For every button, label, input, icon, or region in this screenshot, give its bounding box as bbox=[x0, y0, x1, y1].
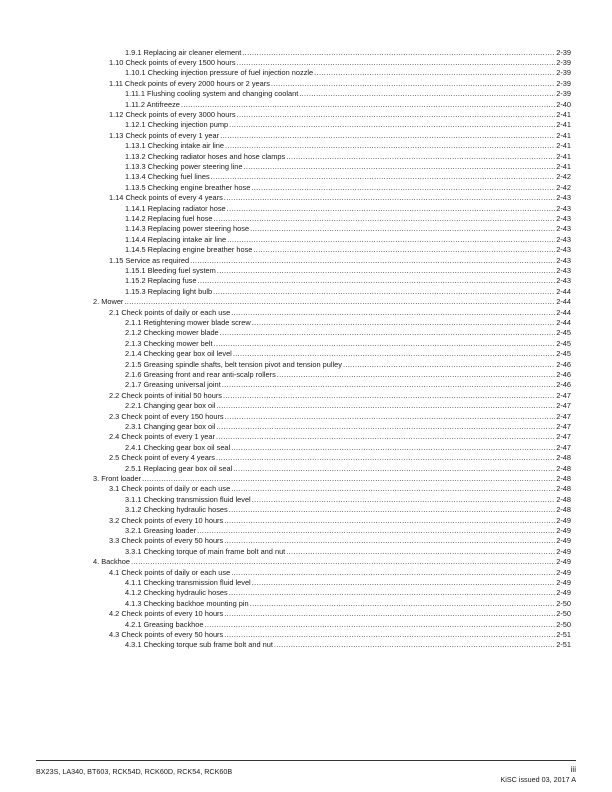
toc-leader-dots bbox=[251, 183, 555, 193]
toc-entry-title: 1.15.1 Bleeding fuel system bbox=[125, 265, 216, 275]
toc-entry-page: 2-43 bbox=[556, 265, 571, 275]
toc-leader-dots bbox=[213, 287, 555, 297]
toc-leader-dots bbox=[229, 120, 555, 130]
toc-entry-title: 2.4 Check points of every 1 year bbox=[109, 432, 215, 442]
toc-leader-dots bbox=[216, 453, 555, 463]
toc-entry-title: 1.14.1 Replacing radiator hose bbox=[125, 203, 226, 213]
toc-entry-page: 2-41 bbox=[556, 120, 571, 130]
toc-entry-page: 2-41 bbox=[556, 130, 571, 140]
toc-entry[interactable] bbox=[109, 536, 571, 546]
footer-info bbox=[500, 765, 576, 785]
toc-entry-page: 2-43 bbox=[556, 276, 571, 286]
toc-entry-title: 1.13.5 Checking engine breather hose bbox=[125, 182, 251, 192]
toc-entry-title: 4.1.3 Checking backhoe mounting pin bbox=[125, 598, 249, 608]
toc-entry-page: 2-49 bbox=[556, 557, 571, 567]
toc-entry-title: 2.3.1 Changing gear box oil bbox=[125, 421, 216, 431]
toc-leader-dots bbox=[220, 328, 556, 338]
toc-entry-title: 1.11 Check points of every 2000 hours or 2 years bbox=[109, 78, 270, 88]
toc-entry[interactable] bbox=[125, 214, 571, 224]
toc-leader-dots bbox=[225, 412, 556, 422]
toc-entry-page: 2-41 bbox=[556, 151, 571, 161]
toc-entry-title: 1.12.1 Checking injection pump bbox=[125, 120, 229, 130]
toc-entry[interactable] bbox=[125, 380, 571, 390]
toc-entry-title: 1.15 Service as required bbox=[109, 255, 190, 265]
footer-models: BX23S, LA340, BT603, RCK54D, RCK60D, RCK54, RCK60B bbox=[36, 767, 233, 776]
toc-entry[interactable] bbox=[125, 620, 571, 630]
toc-leader-dots bbox=[231, 484, 555, 494]
toc-entry-page: 2-45 bbox=[556, 349, 571, 359]
toc-leader-dots bbox=[216, 432, 555, 442]
toc-leader-dots bbox=[131, 557, 555, 567]
toc-leader-dots bbox=[277, 370, 555, 380]
toc-leader-dots bbox=[198, 276, 556, 286]
toc-entry[interactable] bbox=[109, 308, 571, 318]
toc-entry[interactable] bbox=[125, 422, 571, 432]
toc-entry-title: 2.2 Check points of initial 50 hours bbox=[109, 390, 222, 400]
toc-entry-title: 1.10.1 Checking injection pressure of fuel injection nozzle bbox=[125, 68, 314, 78]
toc-entry-title: 2.3 Check point of every 150 hours bbox=[109, 411, 224, 421]
toc-leader-dots bbox=[224, 536, 555, 546]
toc-entry[interactable] bbox=[109, 110, 571, 120]
toc-leader-dots bbox=[237, 110, 556, 120]
toc-entry-page: 2-43 bbox=[556, 213, 571, 223]
toc-entry[interactable] bbox=[109, 432, 571, 442]
toc-entry-title: 1.13.3 Checking power steering line bbox=[125, 161, 243, 171]
toc-entry-page: 2-47 bbox=[556, 390, 571, 400]
toc-entry-page: 2-48 bbox=[556, 494, 571, 504]
toc-entry-page: 2-48 bbox=[556, 463, 571, 473]
toc-entry-title: 1.14.5 Replacing engine breather hose bbox=[125, 245, 253, 255]
toc-leader-dots bbox=[244, 162, 556, 172]
toc-entry[interactable] bbox=[125, 48, 571, 58]
toc-entry[interactable] bbox=[125, 349, 571, 359]
toc-leader-dots bbox=[314, 68, 555, 78]
toc-entry-title: 1.14.4 Replacing intake air line bbox=[125, 234, 227, 244]
toc-entry[interactable] bbox=[109, 516, 571, 526]
toc-leader-dots bbox=[224, 193, 555, 203]
toc-entry[interactable] bbox=[125, 360, 571, 370]
toc-entry-page: 2-48 bbox=[556, 473, 571, 483]
toc-leader-dots bbox=[216, 422, 555, 432]
toc-entry-page: 2-51 bbox=[556, 640, 571, 650]
toc-entry-title: 2.4.1 Checking gear box oil seal bbox=[125, 442, 231, 452]
toc-entry[interactable] bbox=[125, 401, 571, 411]
toc-entry[interactable] bbox=[109, 630, 571, 640]
toc-entry-page: 2-47 bbox=[556, 411, 571, 421]
toc-entry-page: 2-41 bbox=[556, 109, 571, 119]
toc-entry-page: 2-46 bbox=[556, 359, 571, 369]
toc-entry-title: 3.3.1 Checking torque of main frame bolt and nut bbox=[125, 546, 286, 556]
toc-entry-title: 2.1.5 Greasing spindle shafts, belt tension pivot and tension pulley bbox=[125, 359, 342, 369]
toc-entry-title: 1.9.1 Replacing air cleaner element bbox=[125, 47, 242, 57]
toc-entry-title: 3. Front loader bbox=[93, 473, 142, 483]
toc-entry-title: 2.1.3 Checking mower belt bbox=[125, 338, 213, 348]
toc-entry-title: 1.15.3 Replacing light bulb bbox=[125, 286, 213, 296]
toc-entry-page: 2-49 bbox=[556, 588, 571, 598]
toc-entry[interactable] bbox=[109, 193, 571, 203]
toc-entry-title: 4.2.1 Greasing backhoe bbox=[125, 619, 204, 629]
toc-entry-page: 2-49 bbox=[556, 577, 571, 587]
toc-entry[interactable] bbox=[109, 609, 571, 619]
toc-entry[interactable] bbox=[109, 58, 571, 68]
toc-leader-dots bbox=[252, 495, 556, 505]
toc-entry-title: 1.11.1 Flushing cooling system and changing coolant bbox=[125, 89, 299, 99]
toc-entry-page: 2-46 bbox=[556, 380, 571, 390]
toc-entry[interactable] bbox=[125, 183, 571, 193]
toc-entry[interactable] bbox=[125, 204, 571, 214]
toc-entry[interactable] bbox=[109, 391, 571, 401]
toc-leader-dots bbox=[250, 224, 555, 234]
toc-leader-dots bbox=[231, 308, 555, 318]
toc-entry-title: 4.1.2 Checking hydraulic hoses bbox=[125, 588, 228, 598]
toc-entry-title: 1.13.2 Checking radiator hoses and hose clamps bbox=[125, 151, 286, 161]
toc-entry[interactable] bbox=[125, 599, 571, 609]
toc-leader-dots bbox=[224, 630, 555, 640]
toc-entry-title: 1.14.2 Replacing fuel hose bbox=[125, 213, 213, 223]
toc-leader-dots bbox=[214, 339, 556, 349]
toc-entry[interactable] bbox=[125, 526, 571, 536]
toc-leader-dots bbox=[225, 141, 555, 151]
toc-entry-title: 4.2 Check points of every 10 hours bbox=[109, 609, 224, 619]
toc-entry-title: 3.3 Check points of every 50 hours bbox=[109, 536, 224, 546]
toc-entry[interactable] bbox=[125, 443, 571, 453]
toc-entry[interactable] bbox=[125, 100, 571, 110]
toc-entry-page: 2-47 bbox=[556, 442, 571, 452]
toc-leader-dots bbox=[222, 380, 555, 390]
toc-entry-title: 3.2 Check points of every 10 hours bbox=[109, 515, 224, 525]
toc-entry[interactable] bbox=[125, 266, 571, 276]
toc-entry-page: 2-40 bbox=[556, 99, 571, 109]
page-number: iii bbox=[570, 765, 576, 774]
toc-entry[interactable] bbox=[93, 474, 571, 484]
toc-leader-dots bbox=[250, 599, 556, 609]
toc-leader-dots bbox=[229, 505, 555, 515]
toc-entry-title: 1.13 Check points of every 1 year bbox=[109, 130, 220, 140]
toc-entry-title: 2.1.7 Greasing universal joint bbox=[125, 380, 221, 390]
toc-entry[interactable] bbox=[93, 297, 571, 307]
toc-entry-page: 2-47 bbox=[556, 401, 571, 411]
toc-leader-dots bbox=[211, 172, 556, 182]
toc-leader-dots bbox=[190, 256, 555, 266]
toc-leader-dots bbox=[214, 214, 556, 224]
toc-leader-dots bbox=[227, 235, 555, 245]
toc-entry-title: 2.1.6 Greasing front and rear anti-scalp rollers bbox=[125, 369, 276, 379]
toc-entry-page: 2-47 bbox=[556, 432, 571, 442]
toc-entry-page: 2-45 bbox=[556, 328, 571, 338]
toc-entry[interactable] bbox=[109, 131, 571, 141]
toc-entry[interactable] bbox=[125, 141, 571, 151]
toc-leader-dots bbox=[197, 526, 555, 536]
toc-entry-title: 2.5 Check point of every 4 years bbox=[109, 453, 215, 463]
toc-entry[interactable] bbox=[125, 578, 571, 588]
toc-entry-page: 2-46 bbox=[556, 369, 571, 379]
toc-entry-title: 2.2.1 Changing gear box oil bbox=[125, 401, 216, 411]
toc-entry[interactable] bbox=[125, 120, 571, 130]
toc-entry[interactable] bbox=[125, 370, 571, 380]
toc-entry-title: 1.13.1 Checking intake air line bbox=[125, 141, 225, 151]
toc-leader-dots bbox=[233, 349, 555, 359]
toc-entry-page: 2-43 bbox=[556, 255, 571, 265]
toc-leader-dots bbox=[299, 89, 555, 99]
toc-entry-page: 2-48 bbox=[556, 453, 571, 463]
toc-leader-dots bbox=[274, 640, 555, 650]
toc-entry-title: 2.1.1 Retightening mower blade screw bbox=[125, 317, 251, 327]
toc-entry[interactable] bbox=[125, 276, 571, 286]
toc-entry[interactable] bbox=[125, 152, 571, 162]
toc-entry-page: 2-39 bbox=[556, 68, 571, 78]
toc-leader-dots bbox=[227, 204, 556, 214]
toc-entry-page: 2-49 bbox=[556, 525, 571, 535]
toc-leader-dots bbox=[224, 516, 555, 526]
issue-info: KiSC issued 03, 2017 A bbox=[500, 775, 576, 784]
toc-entry[interactable] bbox=[125, 339, 571, 349]
toc-entry-page: 2-49 bbox=[556, 567, 571, 577]
toc-leader-dots bbox=[252, 578, 556, 588]
toc-entry[interactable] bbox=[125, 640, 571, 650]
toc-entry-title: 4.3 Check points of every 50 hours bbox=[109, 629, 224, 639]
toc-leader-dots bbox=[223, 391, 555, 401]
toc-entry-page: 2-44 bbox=[556, 297, 571, 307]
toc-entry[interactable] bbox=[109, 412, 571, 422]
toc-entry-title: 4. Backhoe bbox=[93, 557, 130, 567]
toc-entry[interactable] bbox=[125, 224, 571, 234]
toc-entry-page: 2-41 bbox=[556, 161, 571, 171]
toc-leader-dots bbox=[217, 266, 555, 276]
toc-entry-title: 4.1.1 Checking transmission fluid level bbox=[125, 577, 251, 587]
toc-entry-title: 1.12 Check points of every 3000 hours bbox=[109, 109, 236, 119]
toc-leader-dots bbox=[231, 568, 555, 578]
toc-entry-title: 2.5.1 Replacing gear box oil seal bbox=[125, 463, 233, 473]
toc-entry-page: 2-42 bbox=[556, 182, 571, 192]
toc-leader-dots bbox=[124, 297, 555, 307]
toc-entry-page: 2-50 bbox=[556, 619, 571, 629]
toc-entry[interactable] bbox=[125, 328, 571, 338]
toc-entry-title: 1.15.2 Replacing fuse bbox=[125, 276, 197, 286]
toc-leader-dots bbox=[142, 474, 555, 484]
toc-entry-page: 2-39 bbox=[556, 78, 571, 88]
toc-leader-dots bbox=[286, 152, 555, 162]
toc-entry-title: 1.14 Check points of every 4 years bbox=[109, 193, 223, 203]
toc-leader-dots bbox=[216, 401, 555, 411]
toc-entry-title: 2.1 Check points of daily or each use bbox=[109, 307, 231, 317]
toc-entry-title: 1.14.3 Replacing power steering hose bbox=[125, 224, 250, 234]
toc-entry[interactable] bbox=[125, 245, 571, 255]
toc-entry-title: 1.13.4 Checking fuel lines bbox=[125, 172, 210, 182]
toc-entry[interactable] bbox=[125, 318, 571, 328]
toc-entry[interactable] bbox=[125, 172, 571, 182]
toc-entry-title: 2.1.4 Checking gear box oil level bbox=[125, 349, 232, 359]
toc-entry[interactable] bbox=[125, 162, 571, 172]
toc-entry-page: 2-43 bbox=[556, 203, 571, 213]
toc-leader-dots bbox=[242, 48, 555, 58]
toc-leader-dots bbox=[231, 443, 555, 453]
footer-divider bbox=[36, 760, 576, 761]
toc-leader-dots bbox=[224, 609, 555, 619]
toc-entry-page: 2-43 bbox=[556, 193, 571, 203]
toc-entry-page: 2-45 bbox=[556, 338, 571, 348]
toc-entry-title: 3.2.1 Greasing loader bbox=[125, 525, 197, 535]
toc-entry-title: 1.11.2 Antifreeze bbox=[125, 99, 180, 109]
toc-entry-page: 2-39 bbox=[556, 47, 571, 57]
toc-entry-page: 2-49 bbox=[556, 515, 571, 525]
toc-entry[interactable] bbox=[125, 495, 571, 505]
toc-entry[interactable] bbox=[125, 68, 571, 78]
toc-leader-dots bbox=[286, 547, 555, 557]
toc-entry[interactable] bbox=[93, 557, 571, 567]
toc-leader-dots bbox=[253, 245, 555, 255]
toc-entry-page: 2-41 bbox=[556, 141, 571, 151]
toc-entry-page: 2-48 bbox=[556, 484, 571, 494]
toc-leader-dots bbox=[343, 360, 555, 370]
toc-entry[interactable] bbox=[125, 547, 571, 557]
toc-entry-page: 2-44 bbox=[556, 286, 571, 296]
toc-leader-dots bbox=[204, 620, 555, 630]
toc-entry-title: 2.1.2 Checking mower blade bbox=[125, 328, 219, 338]
toc-entry-title: 4.3.1 Checking torque sub frame bolt and nut bbox=[125, 640, 273, 650]
toc-entry[interactable] bbox=[125, 505, 571, 515]
toc-entry[interactable] bbox=[109, 79, 571, 89]
toc-entry[interactable] bbox=[125, 89, 571, 99]
toc-entry-page: 2-44 bbox=[556, 317, 571, 327]
toc-entry-page: 2-42 bbox=[556, 172, 571, 182]
toc-entry[interactable] bbox=[125, 588, 571, 598]
toc-entry-title: 4.1 Check points of daily or each use bbox=[109, 567, 231, 577]
toc-leader-dots bbox=[229, 588, 555, 598]
toc-entry[interactable] bbox=[109, 256, 571, 266]
toc-entry-title: 3.1 Check points of daily or each use bbox=[109, 484, 231, 494]
toc-entry-title: 3.1.2 Checking hydraulic hoses bbox=[125, 505, 228, 515]
toc-entry[interactable] bbox=[125, 287, 571, 297]
toc-entry[interactable] bbox=[109, 484, 571, 494]
toc-entry[interactable] bbox=[109, 568, 571, 578]
toc-entry-page: 2-49 bbox=[556, 536, 571, 546]
toc-entry-page: 2-44 bbox=[556, 307, 571, 317]
toc-entry[interactable] bbox=[125, 464, 571, 474]
toc-leader-dots bbox=[181, 100, 555, 110]
toc-entry[interactable] bbox=[109, 453, 571, 463]
toc-entry-page: 2-48 bbox=[556, 505, 571, 515]
toc-leader-dots bbox=[220, 131, 555, 141]
toc-entry-page: 2-39 bbox=[556, 89, 571, 99]
toc-entry-page: 2-47 bbox=[556, 421, 571, 431]
toc-entry[interactable] bbox=[125, 235, 571, 245]
toc-entry-page: 2-50 bbox=[556, 598, 571, 608]
toc-leader-dots bbox=[237, 58, 556, 68]
toc-entry-title: 2. Mower bbox=[93, 297, 124, 307]
toc-entry-page: 2-43 bbox=[556, 224, 571, 234]
toc-entry-page: 2-43 bbox=[556, 234, 571, 244]
toc-entry-page: 2-49 bbox=[556, 546, 571, 556]
toc-leader-dots bbox=[252, 318, 555, 328]
toc-entry-title: 1.10 Check points of every 1500 hours bbox=[109, 57, 236, 67]
toc-leader-dots bbox=[233, 464, 555, 474]
toc-leader-dots bbox=[271, 79, 555, 89]
toc-entry-page: 2-51 bbox=[556, 629, 571, 639]
toc-entry-page: 2-39 bbox=[556, 57, 571, 67]
toc-entry-page: 2-50 bbox=[556, 609, 571, 619]
toc-entry-page: 2-43 bbox=[556, 245, 571, 255]
toc-entry-title: 3.1.1 Checking transmission fluid level bbox=[125, 494, 251, 504]
